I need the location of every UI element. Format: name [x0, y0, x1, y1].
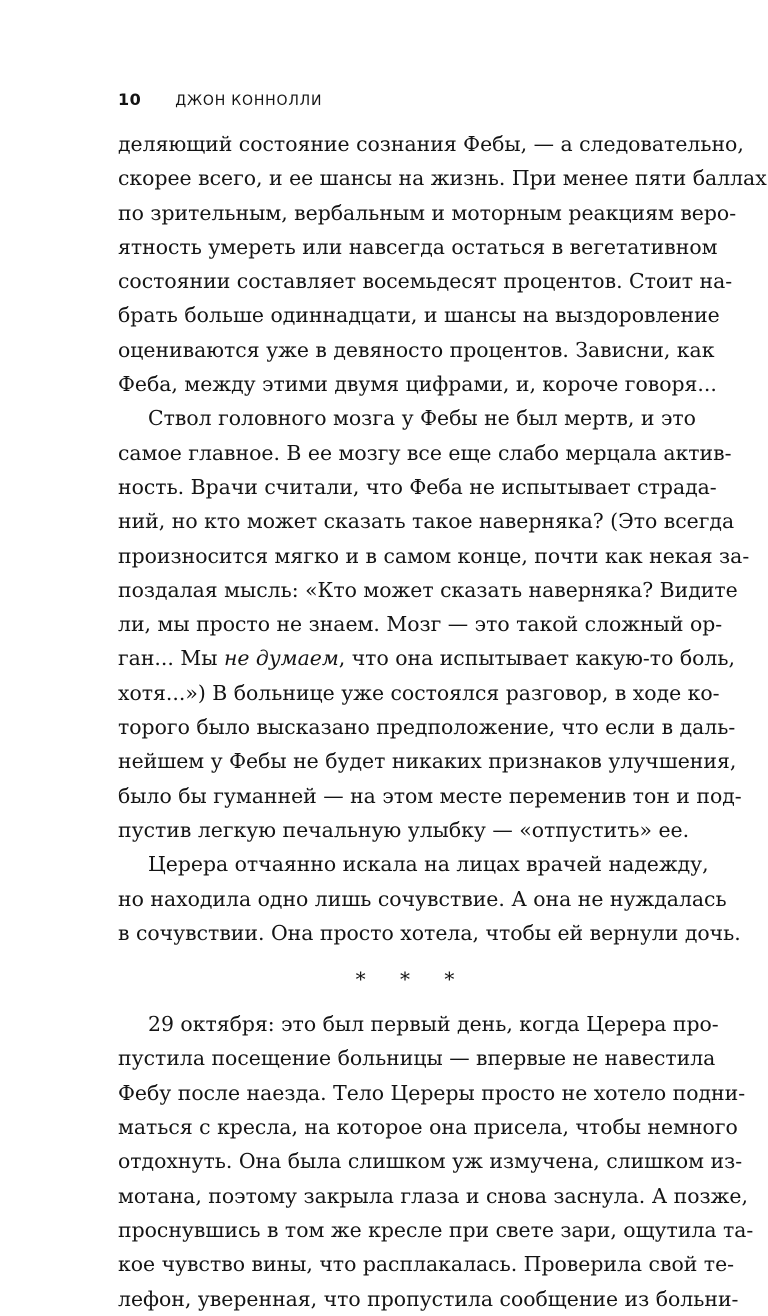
- text-line: самое главное. В ее мозгу все еще слабо мерцала актив-: [118, 440, 732, 465]
- text-line: ли, мы просто не знаем. Мозг — это такой сложный ор-: [118, 612, 723, 637]
- section-separator: * * *: [355, 967, 469, 992]
- text-line: 29 октября: это был первый день, когда Церера про-: [148, 1012, 719, 1037]
- body-text: [118, 127, 767, 1316]
- author-name: ДЖОН КОННОЛЛИ: [175, 93, 323, 109]
- text-line: нейшем у Фебы не будет никаких признаков улучшения,: [118, 749, 737, 774]
- running-head: [118, 90, 322, 114]
- text-line: ятность умереть или навсегда остаться в вегетативном: [118, 234, 718, 259]
- text-line: ний, но кто может сказать такое наверняка? (Это всегда: [118, 509, 735, 534]
- text-line: торого было высказано предположение, что если в даль-: [118, 715, 736, 740]
- text-line: оцениваются уже в девяносто процентов. Зависни, как: [118, 337, 715, 362]
- text-block-before-separator: [118, 127, 767, 950]
- text-line: поздалая мысль: «Кто может сказать наверняка? Видите: [118, 577, 738, 602]
- text-line: по зрительным, вербальным и моторным реакциям веро-: [118, 200, 737, 225]
- text-line: скорее всего, и ее шансы на жизнь. При менее пяти баллах: [118, 166, 767, 191]
- text-block-after-separator: [118, 1007, 754, 1316]
- text-line: но находила одно лишь сочувствие. А она не нуждалась: [118, 886, 727, 911]
- text-line: кое чувство вины, что расплакалась. Проверила свой те-: [118, 1252, 735, 1277]
- text-line: в сочувствии. Она просто хотела, чтобы ей вернули дочь.: [118, 920, 741, 945]
- text-line: лефон, уверенная, что пропустила сообщение из больни-: [118, 1286, 739, 1311]
- text-line: деляющий состояние сознания Фебы, — а следовательно,: [118, 132, 744, 156]
- text-line: хотя...») В больнице уже состоялся разговор, в ходе ко-: [118, 680, 720, 705]
- text-line: мотана, поэтому закрыла глаза и снова заснула. А позже,: [118, 1183, 748, 1208]
- text-line: Фебу после наезда. Тело Цереры просто не хотело подни-: [118, 1080, 746, 1105]
- text-line: ган... Мы не думаем, что она испытывает какую-то боль,: [118, 646, 735, 671]
- text-line: пустив легкую печальную улыбку — «отпустить» ее.: [118, 817, 690, 842]
- text-line: ность. Врачи считали, что Феба не испытывает страда-: [118, 474, 717, 499]
- text-line: состоянии составляет восемьдесят процентов. Стоит на-: [118, 269, 733, 294]
- text-line: проснувшись в том же кресле при свете зари, ощутила та-: [118, 1217, 754, 1242]
- text-line: произносится мягко и в самом конце, почти как некая за-: [118, 543, 750, 568]
- text-line: Церера отчаянно искала на лицах врачей надежду,: [148, 852, 709, 877]
- emphasis-text: не думаем: [223, 646, 339, 671]
- text-line: брать больше одиннадцати, и шансы на выздоровление: [118, 303, 720, 328]
- text-line: было бы гуманней — на этом месте переменив тон и под-: [118, 783, 742, 808]
- text-line: маться с кресла, на которое она присела, чтобы немного: [118, 1115, 738, 1140]
- text-line: пустила посещение больницы — впервые не навестила: [118, 1046, 716, 1071]
- text-line: отдохнуть. Она была слишком уж измучена, слишком из-: [118, 1149, 743, 1174]
- page-number: 10: [118, 90, 142, 109]
- text-line: Феба, между этими двумя цифрами, и, короче говоря...: [118, 372, 717, 397]
- text-line: Ствол головного мозга у Фебы не был мертв, и это: [148, 406, 696, 431]
